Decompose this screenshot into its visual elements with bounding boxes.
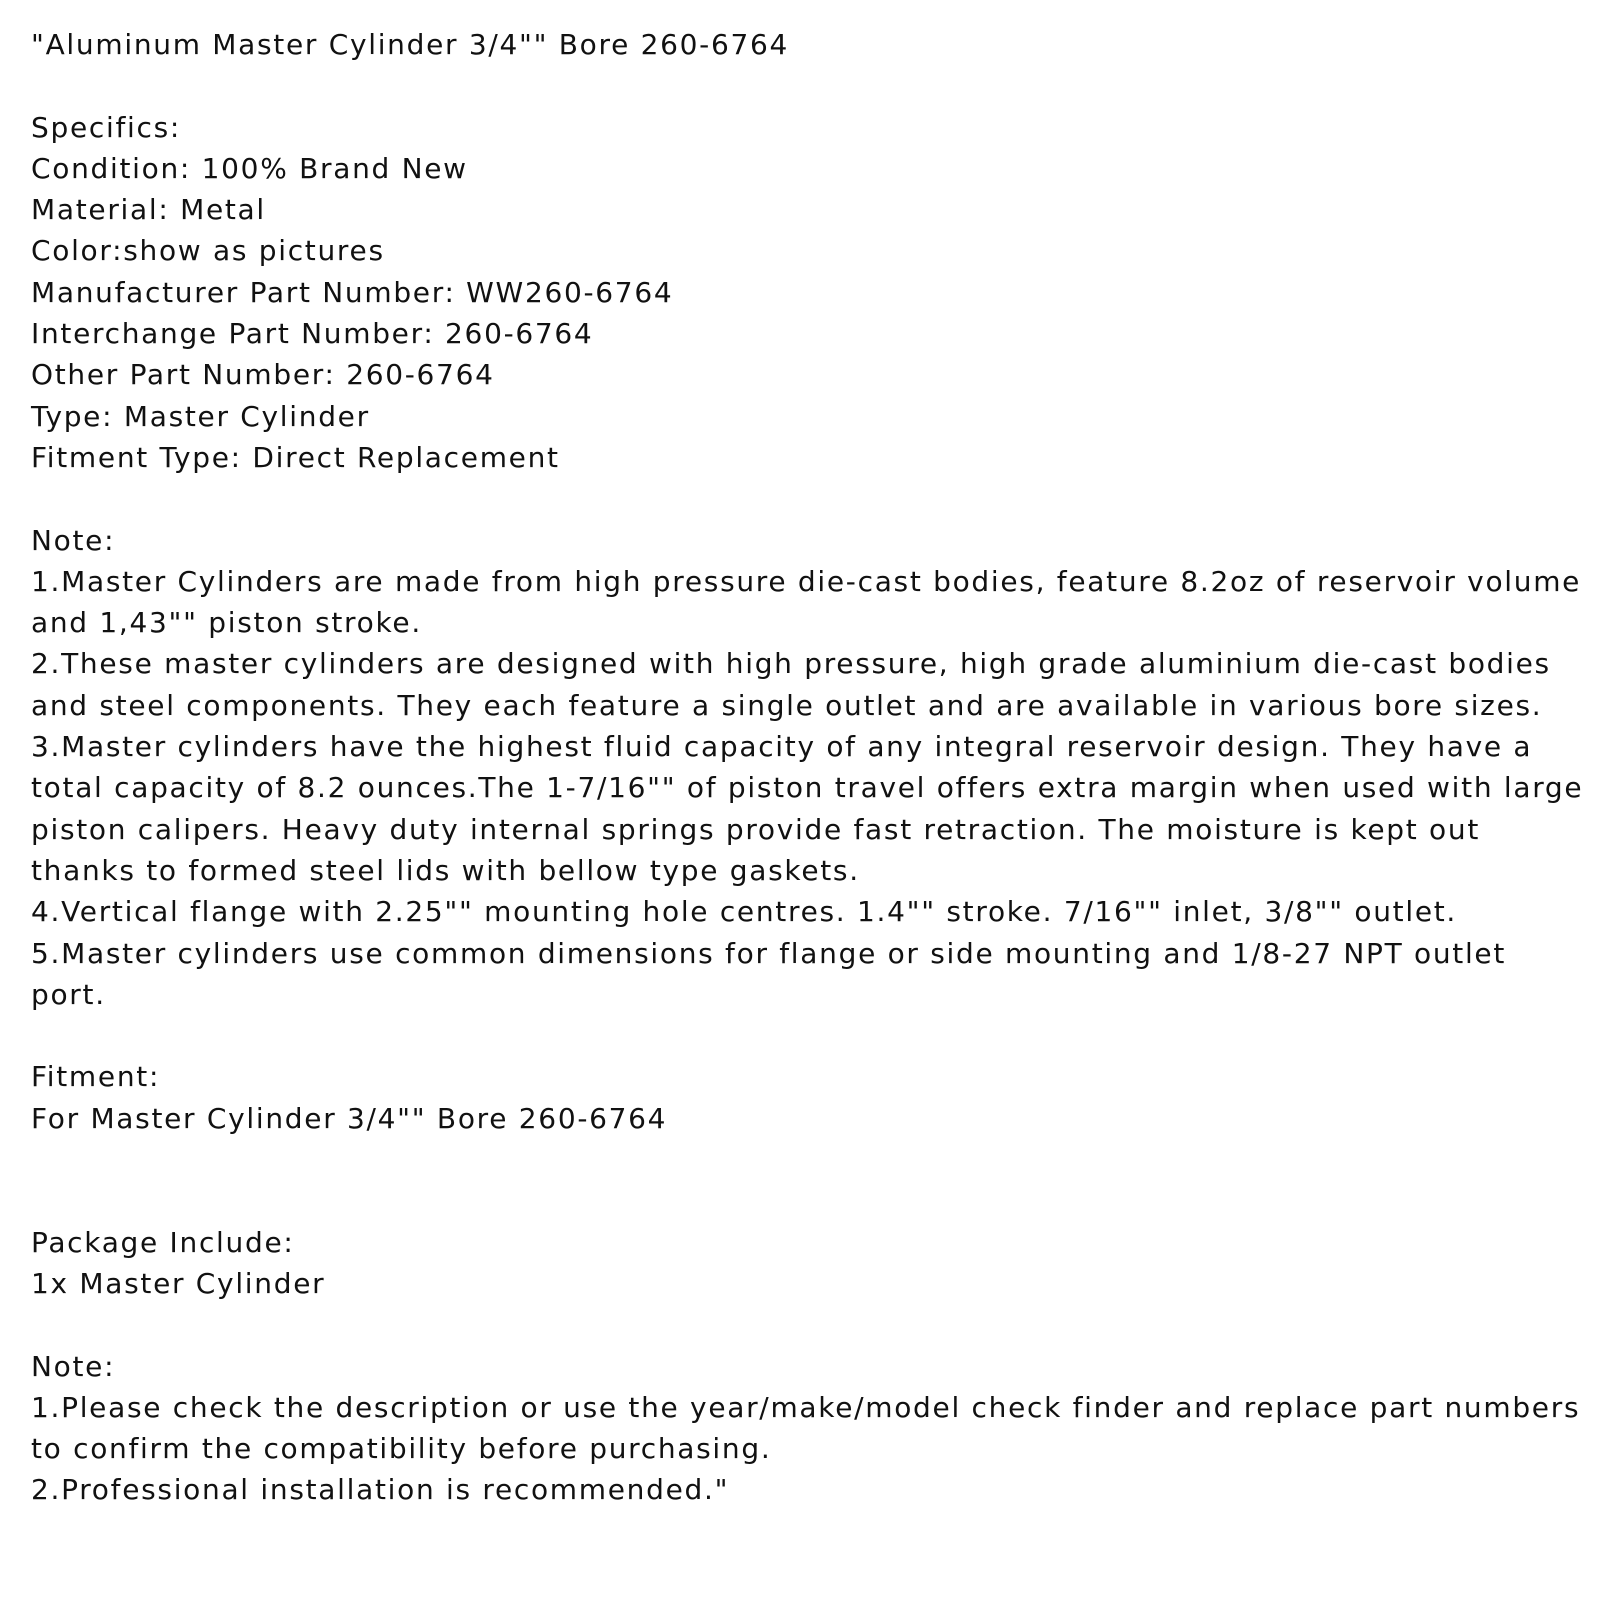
package-heading: Package Include: <box>31 1225 295 1259</box>
spacer <box>31 478 1586 519</box>
fitment-heading: Fitment: <box>31 1060 161 1094</box>
spacer <box>31 1304 1586 1345</box>
note2-item-1: 1.Please check the description or use the year/make/model check finder and replace part numbers to confirm the compatibility before purchasing. <box>31 1390 1581 1466</box>
spacer <box>31 65 1586 106</box>
spacer <box>31 1139 1586 1180</box>
spec-fitment-type: Fitment Type: Direct Replacement <box>31 440 560 474</box>
spacer <box>31 1015 1586 1056</box>
spec-other-part-number: Other Part Number: 260-6764 <box>31 358 495 392</box>
package-text: 1x Master Cylinder <box>31 1266 326 1300</box>
note-item-3: 3.Master cylinders have the highest fluid capacity of any integral reservoir design. They have a total capacity of 8.2 ounces.The 1-7/16"" of piston travel offers extra margin when used with large piston calipers. Heavy duty internal springs provide fast retraction. The moisture is kept out thanks to formed steel lids with bellow type gaskets. <box>31 730 1584 887</box>
note-item-5: 5.Master cylinders use common dimensions for flange or side mounting and 1/8-27 NPT outlet port. <box>31 936 1507 1011</box>
product-description <box>31 24 1586 1511</box>
note-heading: Note: <box>31 523 116 557</box>
note-item-4: 4.Vertical flange with 2.25"" mounting hole centres. 1.4"" stroke. 7/16"" inlet, 3/8"" outlet. <box>31 895 1458 929</box>
spec-manufacturer-part-number: Manufacturer Part Number: WW260-6764 <box>31 275 674 309</box>
spec-material: Material: Metal <box>31 193 266 227</box>
note-heading-2: Note: <box>31 1349 116 1383</box>
note-item-2: 2.These master cylinders are designed with high pressure, high grade aluminium die-cast bodies and steel components. They each feature a single outlet and are available in various bore sizes. <box>31 647 1551 722</box>
specifics-heading: Specifics: <box>31 110 181 144</box>
note2-item-2: 2.Professional installation is recommended." <box>31 1473 730 1507</box>
fitment-text: For Master Cylinder 3/4"" Bore 260-6764 <box>31 1101 668 1135</box>
note-item-1: 1.Master Cylinders are made from high pressure die-cast bodies, feature 8.2oz of reservoir volume and 1,43"" piston stroke. <box>31 564 1582 640</box>
spec-type: Type: Master Cylinder <box>31 399 370 433</box>
spec-condition: Condition: 100% Brand New <box>31 151 468 185</box>
spec-interchange-part-number: Interchange Part Number: 260-6764 <box>31 317 594 351</box>
document-title: "Aluminum Master Cylinder 3/4"" Bore 260-6764 <box>31 28 790 61</box>
spec-color: Color:show as pictures <box>31 234 385 268</box>
spacer <box>31 1180 1586 1221</box>
